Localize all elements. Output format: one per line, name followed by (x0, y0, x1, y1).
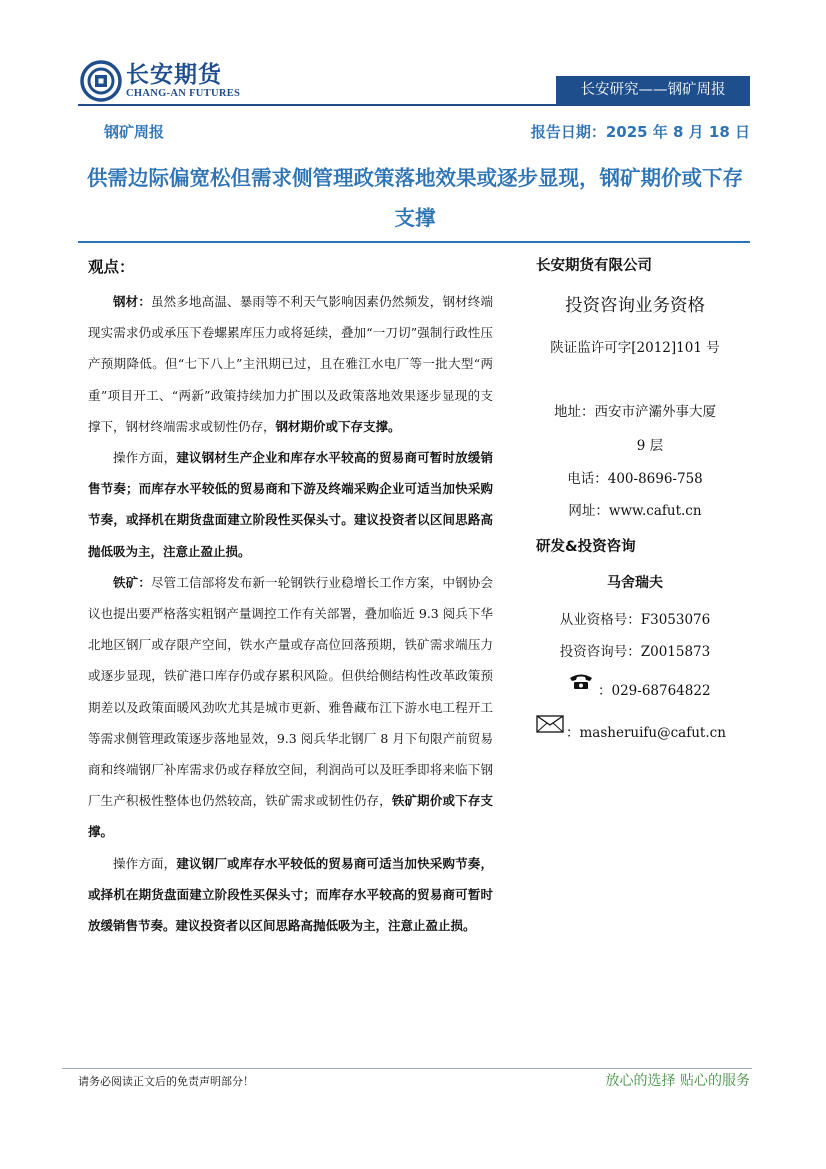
footer-divider (62, 1068, 752, 1069)
qualification-title: 投资咨询业务资格 (565, 296, 705, 316)
steel-op-prefix: 操作方面， (113, 450, 177, 466)
analyst-phone: ：029-68764822 (598, 683, 711, 699)
sidebar-company-name: 长安期货有限公司 (536, 258, 652, 274)
report-type: 钢矿周报 (104, 123, 165, 141)
license-number: 陕证监许可字[2012]101 号 (550, 340, 720, 356)
address-line-1: 地址：西安市浐灞外事大厦 (554, 404, 716, 420)
viewpoint-section (88, 254, 493, 941)
report-title: 供需边际偏宽松但需求侧管理政策落地效果或逐步显现，钢矿期价或下存支撑 (87, 166, 743, 230)
iron-ore-op-text: 建议钢厂或库存水平较低的贸易商可适当加快采购节奏，或择机在期货盘面建立阶段性买保头寸；而库存水平较高的贸易商可暂时放缓销售节奏。建议投资者以区间思路高抛低吸为主，注意止盈止损。 (88, 855, 493, 934)
envelope-icon (536, 715, 564, 733)
iron-ore-op-prefix: 操作方面， (113, 855, 177, 871)
analyst-email[interactable]: ：masheruifu@cafut.cn (566, 725, 726, 741)
consultant-number: 投资咨询号：Z0015873 (559, 644, 711, 660)
company-name-cn: 长安期货 (126, 62, 222, 88)
qualification-number: 从业资格号：F3053076 (559, 612, 711, 628)
analyst-name: 马舍瑞夫 (607, 575, 663, 591)
iron-ore-operation-paragraph (88, 848, 493, 942)
header-divider (78, 104, 750, 106)
steel-text: 虽然多地高温、暴雨等不利天气影响因素仍然频发，钢材终端现实需求仍或承压下卷螺累库压力或将延续，叠加“一刀切”强制行政性压产预期降低。但“七下八上”主汛期已过，且在雅江水电厂等一批大型“两重”项目开工、“两新”政策持续加力扩围以及政策落地效果逐步显现的支撑下，钢材终端需求或韧性仍存， (88, 294, 493, 434)
header-section-tab: 长安研究——钢矿周报 (556, 76, 750, 104)
telephone-icon (568, 672, 594, 690)
report-date: 报告日期：2025 年 8 月 18 日 (530, 123, 750, 141)
steel-label: 钢材： (113, 294, 152, 309)
iron-ore-paragraph (88, 567, 493, 848)
iron-ore-text: 尽管工信部将发布新一轮钢铁行业稳增长工作方案，中钢协会议也提出要严格落实粗钢产量调控工作有关部署，叠加临近 9.3 阅兵下华北地区钢厂或存限产空间，铁水产量或存高位回落预期，铁矿需求端压力或逐步显现，铁矿港口库存仍或存累积风险。但供给侧结构性改革政策预期差以及政策面暖风劲吹尤其是城市更新、雅鲁藏布江下游水电工程开工等需求侧管理政策逐步落地显效，9.3 阅兵华北钢厂 8 月下旬限产前贸易商和终端钢厂补库需求仍或存释放空间，利润尚可以及旺季即将来临下钢厂生产积极性整体也仍然较高，铁矿需求或韧性仍存， (88, 574, 493, 809)
steel-operation-paragraph (88, 442, 493, 567)
viewpoint-heading: 观点： (88, 258, 135, 276)
footer-slogan: 放心的选择 贴心的服务 (605, 1073, 750, 1089)
iron-ore-label: 铁矿： (113, 574, 152, 590)
address-line-2: 9 层 (636, 438, 664, 454)
title-divider (78, 241, 750, 243)
steel-conclusion: 钢材期价或下存支撑。 (275, 418, 401, 434)
phone-number: 电话：400-8696-758 (567, 471, 703, 487)
iron-ore-conclusion: 铁矿期价或下存支撑。 (88, 793, 493, 840)
research-heading: 研发&投资咨询 (536, 539, 636, 555)
steel-paragraph (88, 286, 493, 442)
company-name-en: CHANG-AN FUTURES (126, 88, 241, 99)
footer-disclaimer: 请务必阅读正文后的免责声明部分！ (78, 1075, 254, 1088)
website[interactable]: 网址：www.cafut.cn (568, 503, 702, 519)
company-logo-icon (80, 60, 122, 102)
steel-op-text: 建议钢材生产企业和库存水平较高的贸易商可暂时放缓销售节奏；而库存水平较低的贸易商和下游及终端采购企业可适当加快采购节奏，或择机在期货盘面建立阶段性买保头寸。建议投资者以区间思路高抛低吸为主，注意止盈止损。 (88, 450, 493, 559)
